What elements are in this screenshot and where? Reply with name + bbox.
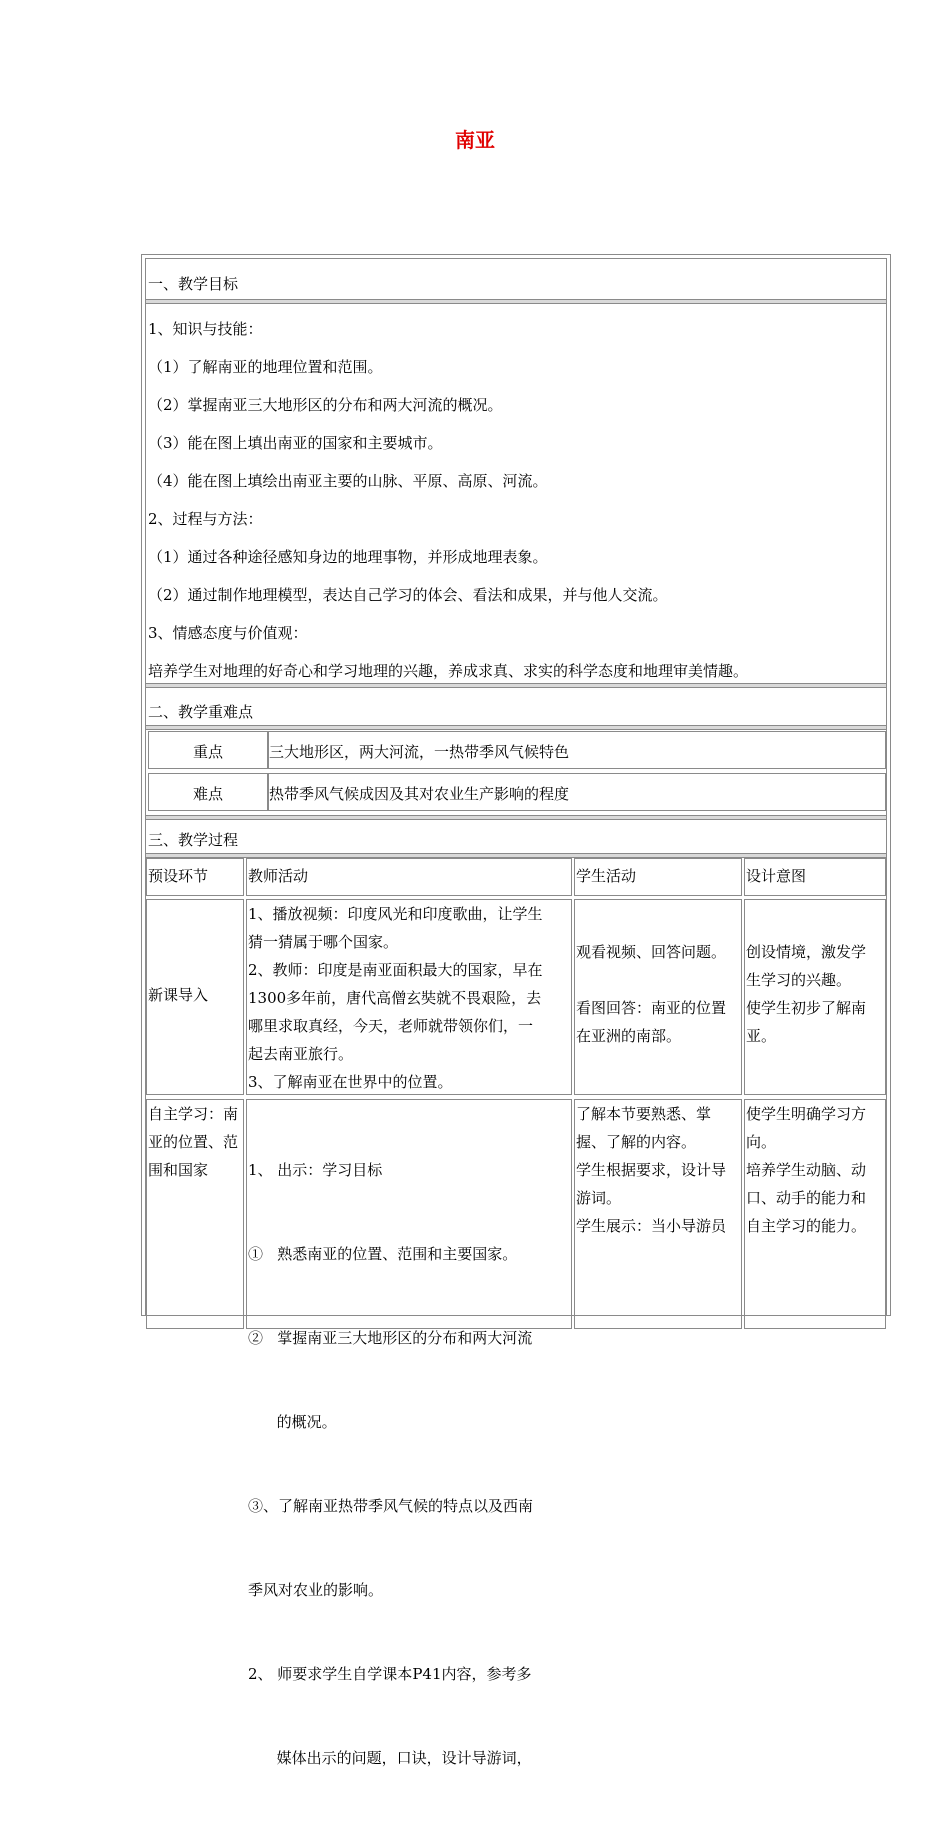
student-activity-cell: [574, 899, 742, 1095]
difficult-point-label-cell: [148, 773, 268, 811]
design-intent-cell: [744, 899, 886, 1095]
text-line: 2、教师：印度是南亚面积最大的国家，早在: [248, 961, 543, 979]
teacher-activity-text: [248, 900, 543, 1096]
text-line: 亚的位置、范: [148, 1133, 239, 1151]
teacher-activity-text: [248, 1100, 533, 1828]
text-line: 生学习的兴趣。: [746, 971, 852, 989]
text-line: 1、 出示：学习目标: [248, 1161, 383, 1179]
knowledge-item: （4）能在图上填绘出南亚主要的山脉、平原、高原、河流。: [148, 472, 548, 490]
section-separator: [146, 725, 886, 730]
header-cell-student: [574, 858, 742, 896]
stage-cell: [146, 1099, 244, 1329]
process-item: （2）通过制作地理模型，表达自己学习的体会、看法和成果，并与他人交流。: [148, 586, 668, 604]
emotion-heading: 3、情感态度与价值观：: [148, 624, 308, 642]
section-heading-process: 三、教学过程: [148, 831, 239, 849]
text-line: 3、了解南亚在世界中的位置。: [248, 1073, 453, 1091]
header-cell-intent: [744, 858, 886, 896]
text-line: 媒体出示的问题，口诀，设计导游词，: [248, 1749, 532, 1767]
knowledge-heading: 1、知识与技能：: [148, 320, 263, 338]
text-line: 看图回答：南亚的位置: [576, 999, 727, 1017]
stage-cell: [146, 899, 244, 1095]
text-line: 1300多年前，唐代高僧玄奘就不畏艰险，去: [248, 989, 542, 1007]
text-line: 1、播放视频：印度风光和印度歌曲，让学生: [248, 905, 543, 923]
text-line: 自主学习的能力。: [746, 1217, 867, 1235]
knowledge-item: （2）掌握南亚三大地形区的分布和两大河流的概况。: [148, 396, 503, 414]
design-intent-text: [746, 1100, 866, 1240]
stage-label: 新课导入: [148, 986, 209, 1004]
header-label: 学生活动: [576, 867, 637, 885]
text-line: 的概况。: [248, 1413, 337, 1431]
text-line: 亚。: [746, 1027, 777, 1045]
section-separator: [146, 815, 886, 820]
section-separator: [146, 299, 886, 304]
lesson-plan-table: [141, 254, 891, 1767]
stage-label: [148, 1100, 238, 1184]
text-line: 观看视频、回答问题。: [576, 943, 727, 961]
header-label: 设计意图: [746, 867, 807, 885]
knowledge-item: （1）了解南亚的地理位置和范围。: [148, 358, 383, 376]
text-line: 哪里求取真经，今天，老师就带领你们，一: [248, 1017, 534, 1035]
text-line: 学生根据要求，设计导: [576, 1161, 727, 1179]
text-line: 起去南亚旅行。: [248, 1045, 354, 1063]
process-heading: 2、过程与方法：: [148, 510, 263, 528]
header-label: 教师活动: [248, 867, 309, 885]
text-line: 培养学生动脑、动: [746, 1161, 867, 1179]
header-cell-teacher: [246, 858, 572, 896]
student-activity-text: [576, 938, 726, 1050]
text-line: 使学生明确学习方: [746, 1105, 867, 1123]
text-line: 握、了解的内容。: [576, 1133, 697, 1151]
design-intent-cell: [744, 1099, 886, 1329]
student-activity-cell: [574, 1099, 742, 1329]
header-cell-stage: [146, 858, 244, 896]
header-label: 预设环节: [148, 867, 209, 885]
difficult-point-label: 难点: [192, 785, 223, 803]
emotion-text: 培养学生对地理的好奇心和学习地理的兴趣，养成求真、求实的科学态度和地理审美情趣。: [148, 662, 749, 680]
section-heading-key-points: 二、教学重难点: [148, 703, 254, 721]
teacher-activity-cell: [246, 1099, 572, 1767]
text-line: 2、 师要求学生自学课本P41内容，参考多: [248, 1665, 532, 1683]
text-line: ② 掌握南亚三大地形区的分布和两大河流: [248, 1329, 533, 1347]
text-line: 猜一猜属于哪个国家。: [248, 933, 399, 951]
text-line: 季风对农业的影响。: [248, 1581, 384, 1599]
key-point-label: 重点: [192, 743, 223, 761]
text-line: 向。: [746, 1133, 777, 1151]
process-item: （1）通过各种途径感知身边的地理事物，并形成地理表象。: [148, 548, 548, 566]
text-line: 游词。: [576, 1189, 622, 1207]
teacher-activity-cell: [246, 899, 572, 1095]
text-line: ③、了解南亚热带季风气候的特点以及西南: [248, 1497, 534, 1515]
table-inner-border: [145, 258, 887, 1767]
key-point-content-cell: [268, 731, 886, 769]
blank-line: [576, 966, 726, 994]
text-line: 了解本节要熟悉、掌: [576, 1105, 712, 1123]
text-line: 口、动手的能力和: [746, 1189, 867, 1207]
key-point-label-cell: [148, 731, 268, 769]
design-intent-text: [746, 938, 866, 1050]
key-point-text: 三大地形区，两大河流，一热带季风气候特色: [269, 743, 570, 761]
section-heading-objectives: 一、教学目标: [148, 275, 239, 293]
text-line: 使学生初步了解南: [746, 999, 867, 1017]
text-line: ① 熟悉南亚的位置、范围和主要国家。: [248, 1245, 518, 1263]
section-separator: [146, 683, 886, 688]
text-line: 在亚洲的南部。: [576, 1027, 682, 1045]
knowledge-item: （3）能在图上填出南亚的国家和主要城市。: [148, 434, 443, 452]
text-line: 自主学习：南: [148, 1105, 239, 1123]
text-line: 创设情境，激发学: [746, 943, 867, 961]
text-line: 围和国家: [148, 1161, 209, 1179]
document-title: 南亚: [455, 128, 495, 152]
text-line: 学生展示：当小导游员: [576, 1217, 727, 1235]
student-activity-text: [576, 1100, 726, 1240]
difficult-point-content-cell: [268, 773, 886, 811]
difficult-point-text: 热带季风气候成因及其对农业生产影响的程度: [269, 785, 570, 803]
